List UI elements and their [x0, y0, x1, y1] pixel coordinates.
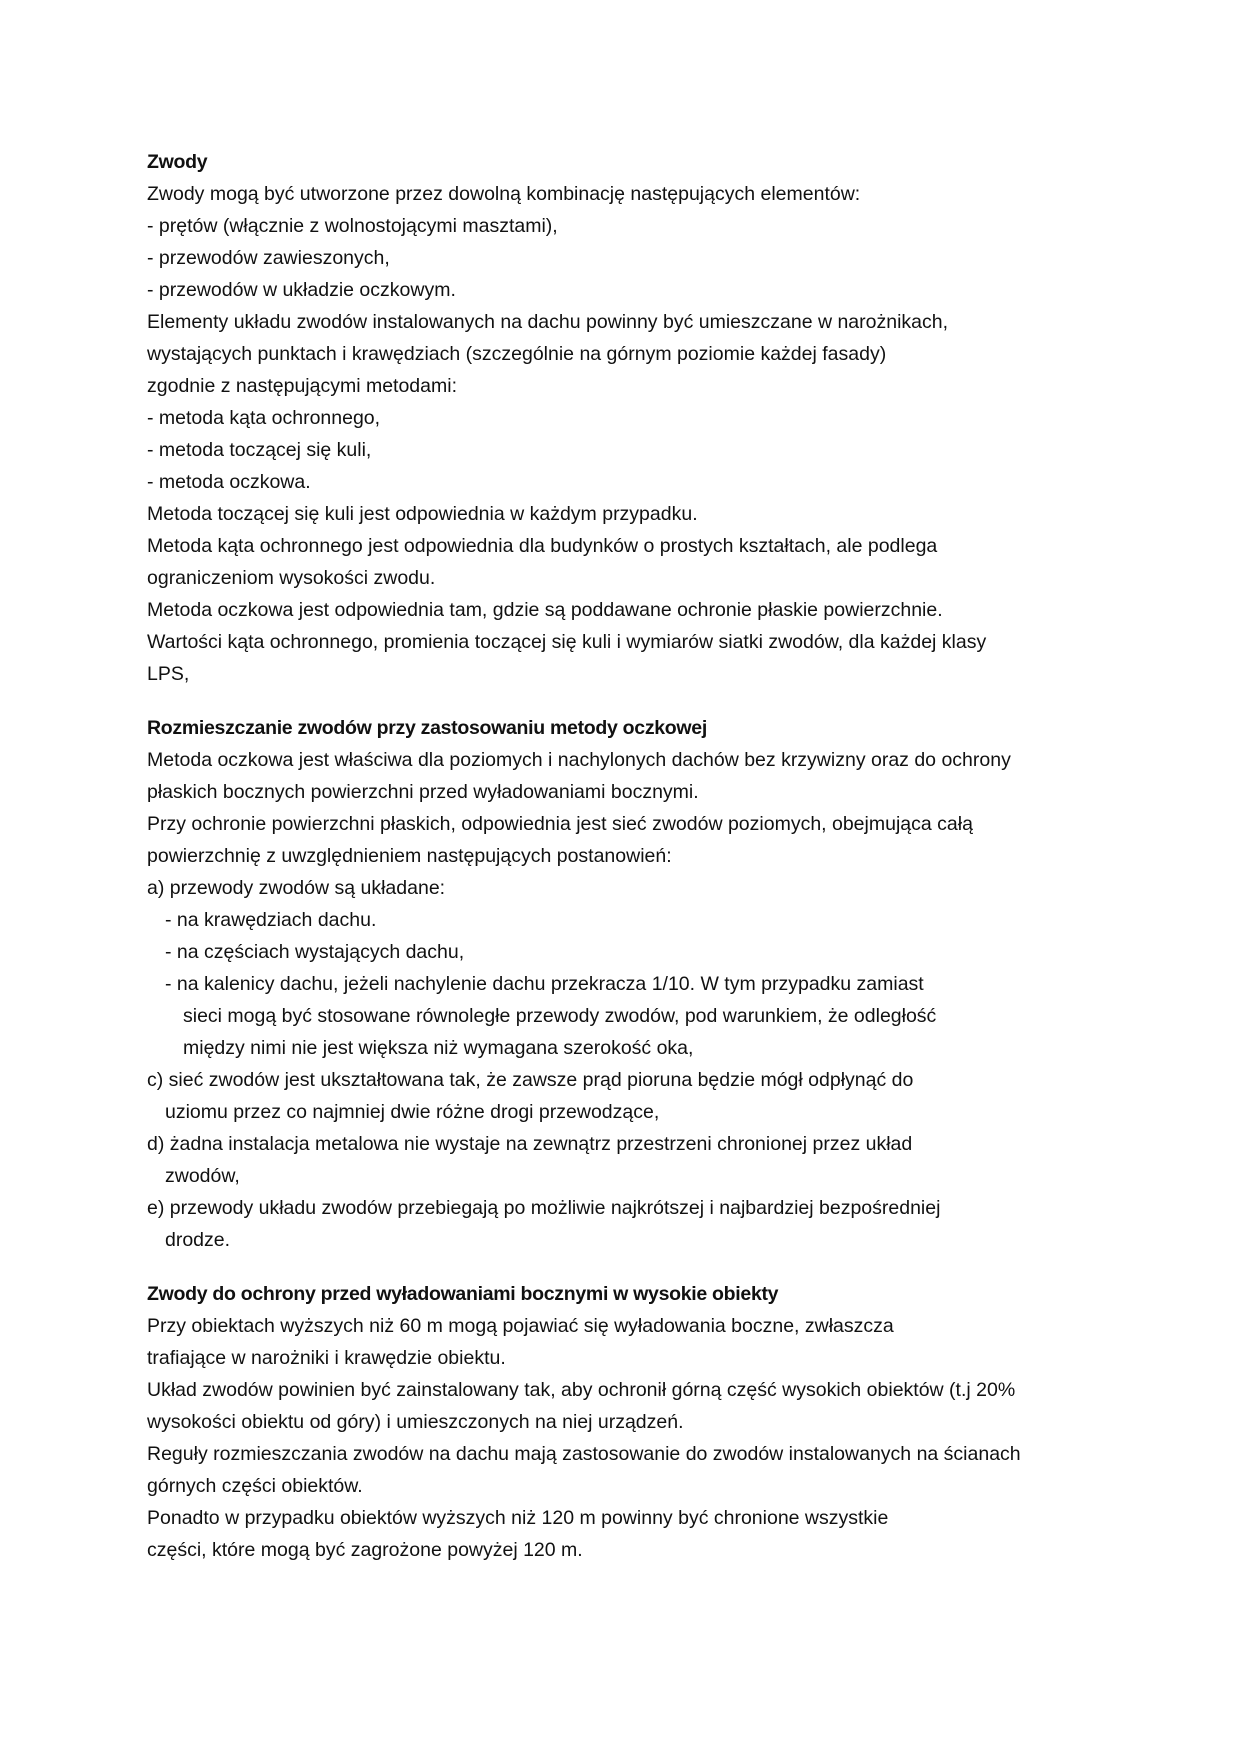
paragraph-line: zgodnie z następującymi metodami:: [147, 375, 457, 397]
paragraph-line: górnych części obiektów.: [147, 1475, 363, 1497]
paragraph-line: wysokości obiektu od góry) i umieszczonych na niej urządzeń.: [147, 1411, 684, 1433]
sub-list-continuation: między nimi nie jest większa niż wymagana szerokość oka,: [183, 1037, 694, 1059]
paragraph-line: Metoda toczącej się kuli jest odpowiednia w każdym przypadku.: [147, 503, 698, 525]
list-item: - metoda oczkowa.: [147, 471, 311, 493]
paragraph-line: Metoda oczkowa jest właściwa dla poziomych i nachylonych dachów bez krzywizny oraz do ochrony: [147, 749, 1011, 771]
paragraph-line: Ponadto w przypadku obiektów wyższych niż 120 m powinny być chronione wszystkie: [147, 1507, 889, 1529]
paragraph-line: powierzchnię z uwzględnieniem następujących postanowień:: [147, 845, 672, 867]
list-item: - przewodów w układzie oczkowym.: [147, 279, 456, 301]
paragraph-line: Elementy układu zwodów instalowanych na dachu powinny być umieszczane w narożnikach,: [147, 311, 949, 333]
paragraph-line: wystających punktach i krawędziach (szczególnie na górnym poziomie każdej fasady): [147, 343, 887, 365]
paragraph-line: Metoda oczkowa jest odpowiednia tam, gdzie są poddawane ochronie płaskie powierzchnie.: [147, 599, 943, 621]
sub-list-continuation: sieci mogą być stosowane równoległe przewody zwodów, pod warunkiem, że odległość: [183, 1005, 937, 1027]
section-heading-side-flash: Zwody do ochrony przed wyładowaniami bocznymi w wysokie obiekty: [147, 1283, 779, 1305]
paragraph-line: płaskich bocznych powierzchni przed wyładowaniami bocznymi.: [147, 781, 699, 803]
sub-list-item: - na częściach wystających dachu,: [165, 941, 465, 963]
section-spacer: [147, 690, 1147, 712]
list-item: - metoda toczącej się kuli,: [147, 439, 372, 461]
list-item: e) przewody układu zwodów przebiegają po możliwie najkrótszej i najbardziej bezpośredniej: [147, 1197, 941, 1219]
paragraph-line: Zwody mogą być utworzone przez dowolną kombinację następujących elementów:: [147, 183, 861, 205]
paragraph-line: Układ zwodów powinien być zainstalowany tak, aby ochronił górną część wysokich obiektów (t.j 20%: [147, 1379, 1016, 1401]
document-page: [147, 146, 1147, 1566]
list-item-continuation: uziomu przez co najmniej dwie różne drogi przewodzące,: [165, 1101, 660, 1123]
list-item: - przewodów zawieszonych,: [147, 247, 390, 269]
sub-list-item: - na kalenicy dachu, jeżeli nachylenie dachu przekracza 1/10. W tym przypadku zamiast: [165, 973, 924, 995]
paragraph-line: części, które mogą być zagrożone powyżej 120 m.: [147, 1539, 583, 1561]
list-item: c) sieć zwodów jest ukształtowana tak, że zawsze prąd pioruna będzie mógł odpłynąć do: [147, 1069, 914, 1091]
list-item-continuation: drodze.: [165, 1229, 231, 1251]
list-item: - metoda kąta ochronnego,: [147, 407, 381, 429]
sub-list-item: - na krawędziach dachu.: [165, 909, 377, 931]
paragraph-line: ograniczeniom wysokości zwodu.: [147, 567, 436, 589]
paragraph-line: Przy obiektach wyższych niż 60 m mogą pojawiać się wyładowania boczne, zwłaszcza: [147, 1315, 894, 1337]
list-item: - prętów (włącznie z wolnostojącymi masztami),: [147, 215, 558, 237]
paragraph-line: Reguły rozmieszczania zwodów na dachu mają zastosowanie do zwodów instalowanych na ścianach: [147, 1443, 1021, 1465]
list-item: d) żadna instalacja metalowa nie wystaje na zewnątrz przestrzeni chronionej przez układ: [147, 1133, 913, 1155]
list-item: a) przewody zwodów są układane:: [147, 877, 446, 899]
section-heading-mesh-method: Rozmieszczanie zwodów przy zastosowaniu metody oczkowej: [147, 717, 707, 739]
list-item-continuation: zwodów,: [165, 1165, 240, 1187]
paragraph-line: Wartości kąta ochronnego, promienia toczącej się kuli i wymiarów siatki zwodów, dla każdej klasy: [147, 631, 987, 653]
paragraph-line: Przy ochronie powierzchni płaskich, odpowiednia jest sieć zwodów poziomych, obejmująca całą: [147, 813, 973, 835]
paragraph-line: Metoda kąta ochronnego jest odpowiednia dla budynków o prostych kształtach, ale podlega: [147, 535, 938, 557]
section-heading-zwody: Zwody: [147, 151, 208, 173]
paragraph-line: trafiające w narożniki i krawędzie obiektu.: [147, 1347, 506, 1369]
section-spacer: [147, 1256, 1147, 1278]
paragraph-line: LPS,: [147, 663, 190, 685]
